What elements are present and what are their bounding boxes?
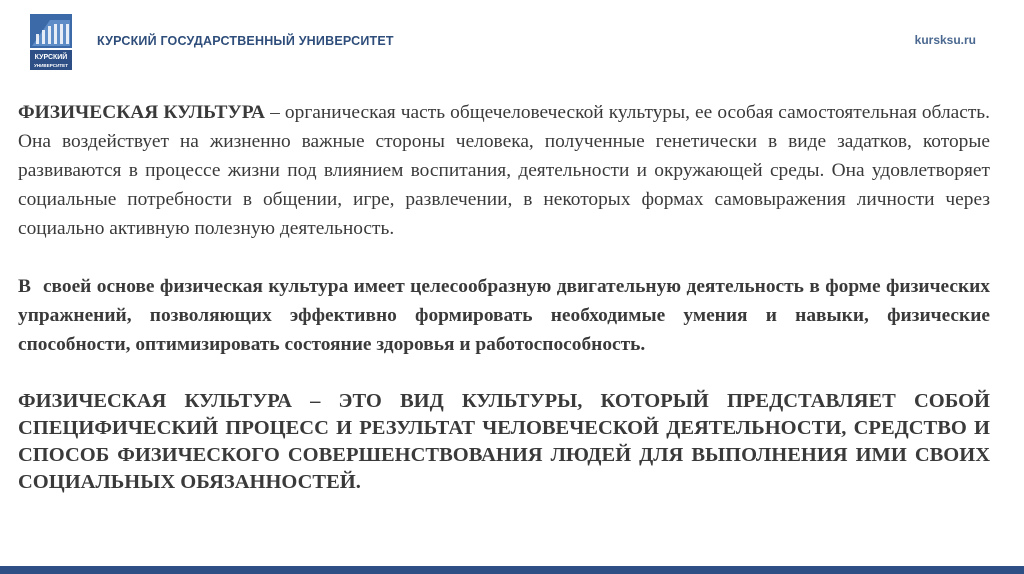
paragraph-definition xyxy=(18,98,990,243)
slide-header xyxy=(0,0,1024,80)
footer-bar xyxy=(0,566,1024,574)
slide-content xyxy=(18,98,990,496)
basis-text: своей основе физическая культура имеет целесообразную двигательную деятельность в форме физических упражнений, позволяющих эффективно формировать необходимые умения и навыки, физические способности, оптимизировать состояние здоровья и работоспособность. xyxy=(18,276,990,355)
university-name: КУРСКИЙ ГОСУДАРСТВЕННЫЙ УНИВЕРСИТЕТ xyxy=(97,34,394,48)
paragraph-basis xyxy=(18,272,990,359)
logo-text-1: КУРСКИЙ xyxy=(34,54,68,61)
logo-text-2: УНИВЕРСИТЕТ xyxy=(33,63,69,68)
paragraph-summary: ФИЗИЧЕСКАЯ КУЛЬТУРА – ЭТО ВИД КУЛЬТУРЫ, КОТОРЫЙ ПРЕДСТАВЛЯЕТ СОБОЙ СПЕЦИФИЧЕСКИЙ ПРОЦЕСС И РЕЗУЛЬТАТ ЧЕЛОВЕЧЕСКОЙ ДЕЯТЕЛЬНОСТИ, СРЕДСТВО И СПОСОБ ФИЗИЧЕСКОГО СОВЕРШЕНСТВОВАНИЯ ЛЮДЕЙ ДЛЯ ВЫПОЛНЕНИЯ ИМИ СВОИХ СОЦИАЛЬНЫХ ОБЯЗАННОСТЕЙ. xyxy=(18,390,990,493)
university-logo xyxy=(28,12,74,72)
term-label: ФИЗИЧЕСКАЯ КУЛЬТУРА xyxy=(18,102,266,123)
site-link[interactable]: kursksu.ru xyxy=(914,33,976,47)
definition-text: – органическая часть общечеловеческой культуры, ее особая самостоятельная область. Она воздействует на жизненно важные стороны человека, полученные генетически в виде задатков, которые развиваются в процессе жизни под влиянием воспитания, деятельности и окружающей среды. Она удовлетворяет социальные потребности в общении, игре, развлечении, в некоторых формах самовыражения личности через социально активную полезную деятельность. xyxy=(18,102,990,239)
basis-first-letter: В xyxy=(18,276,31,297)
